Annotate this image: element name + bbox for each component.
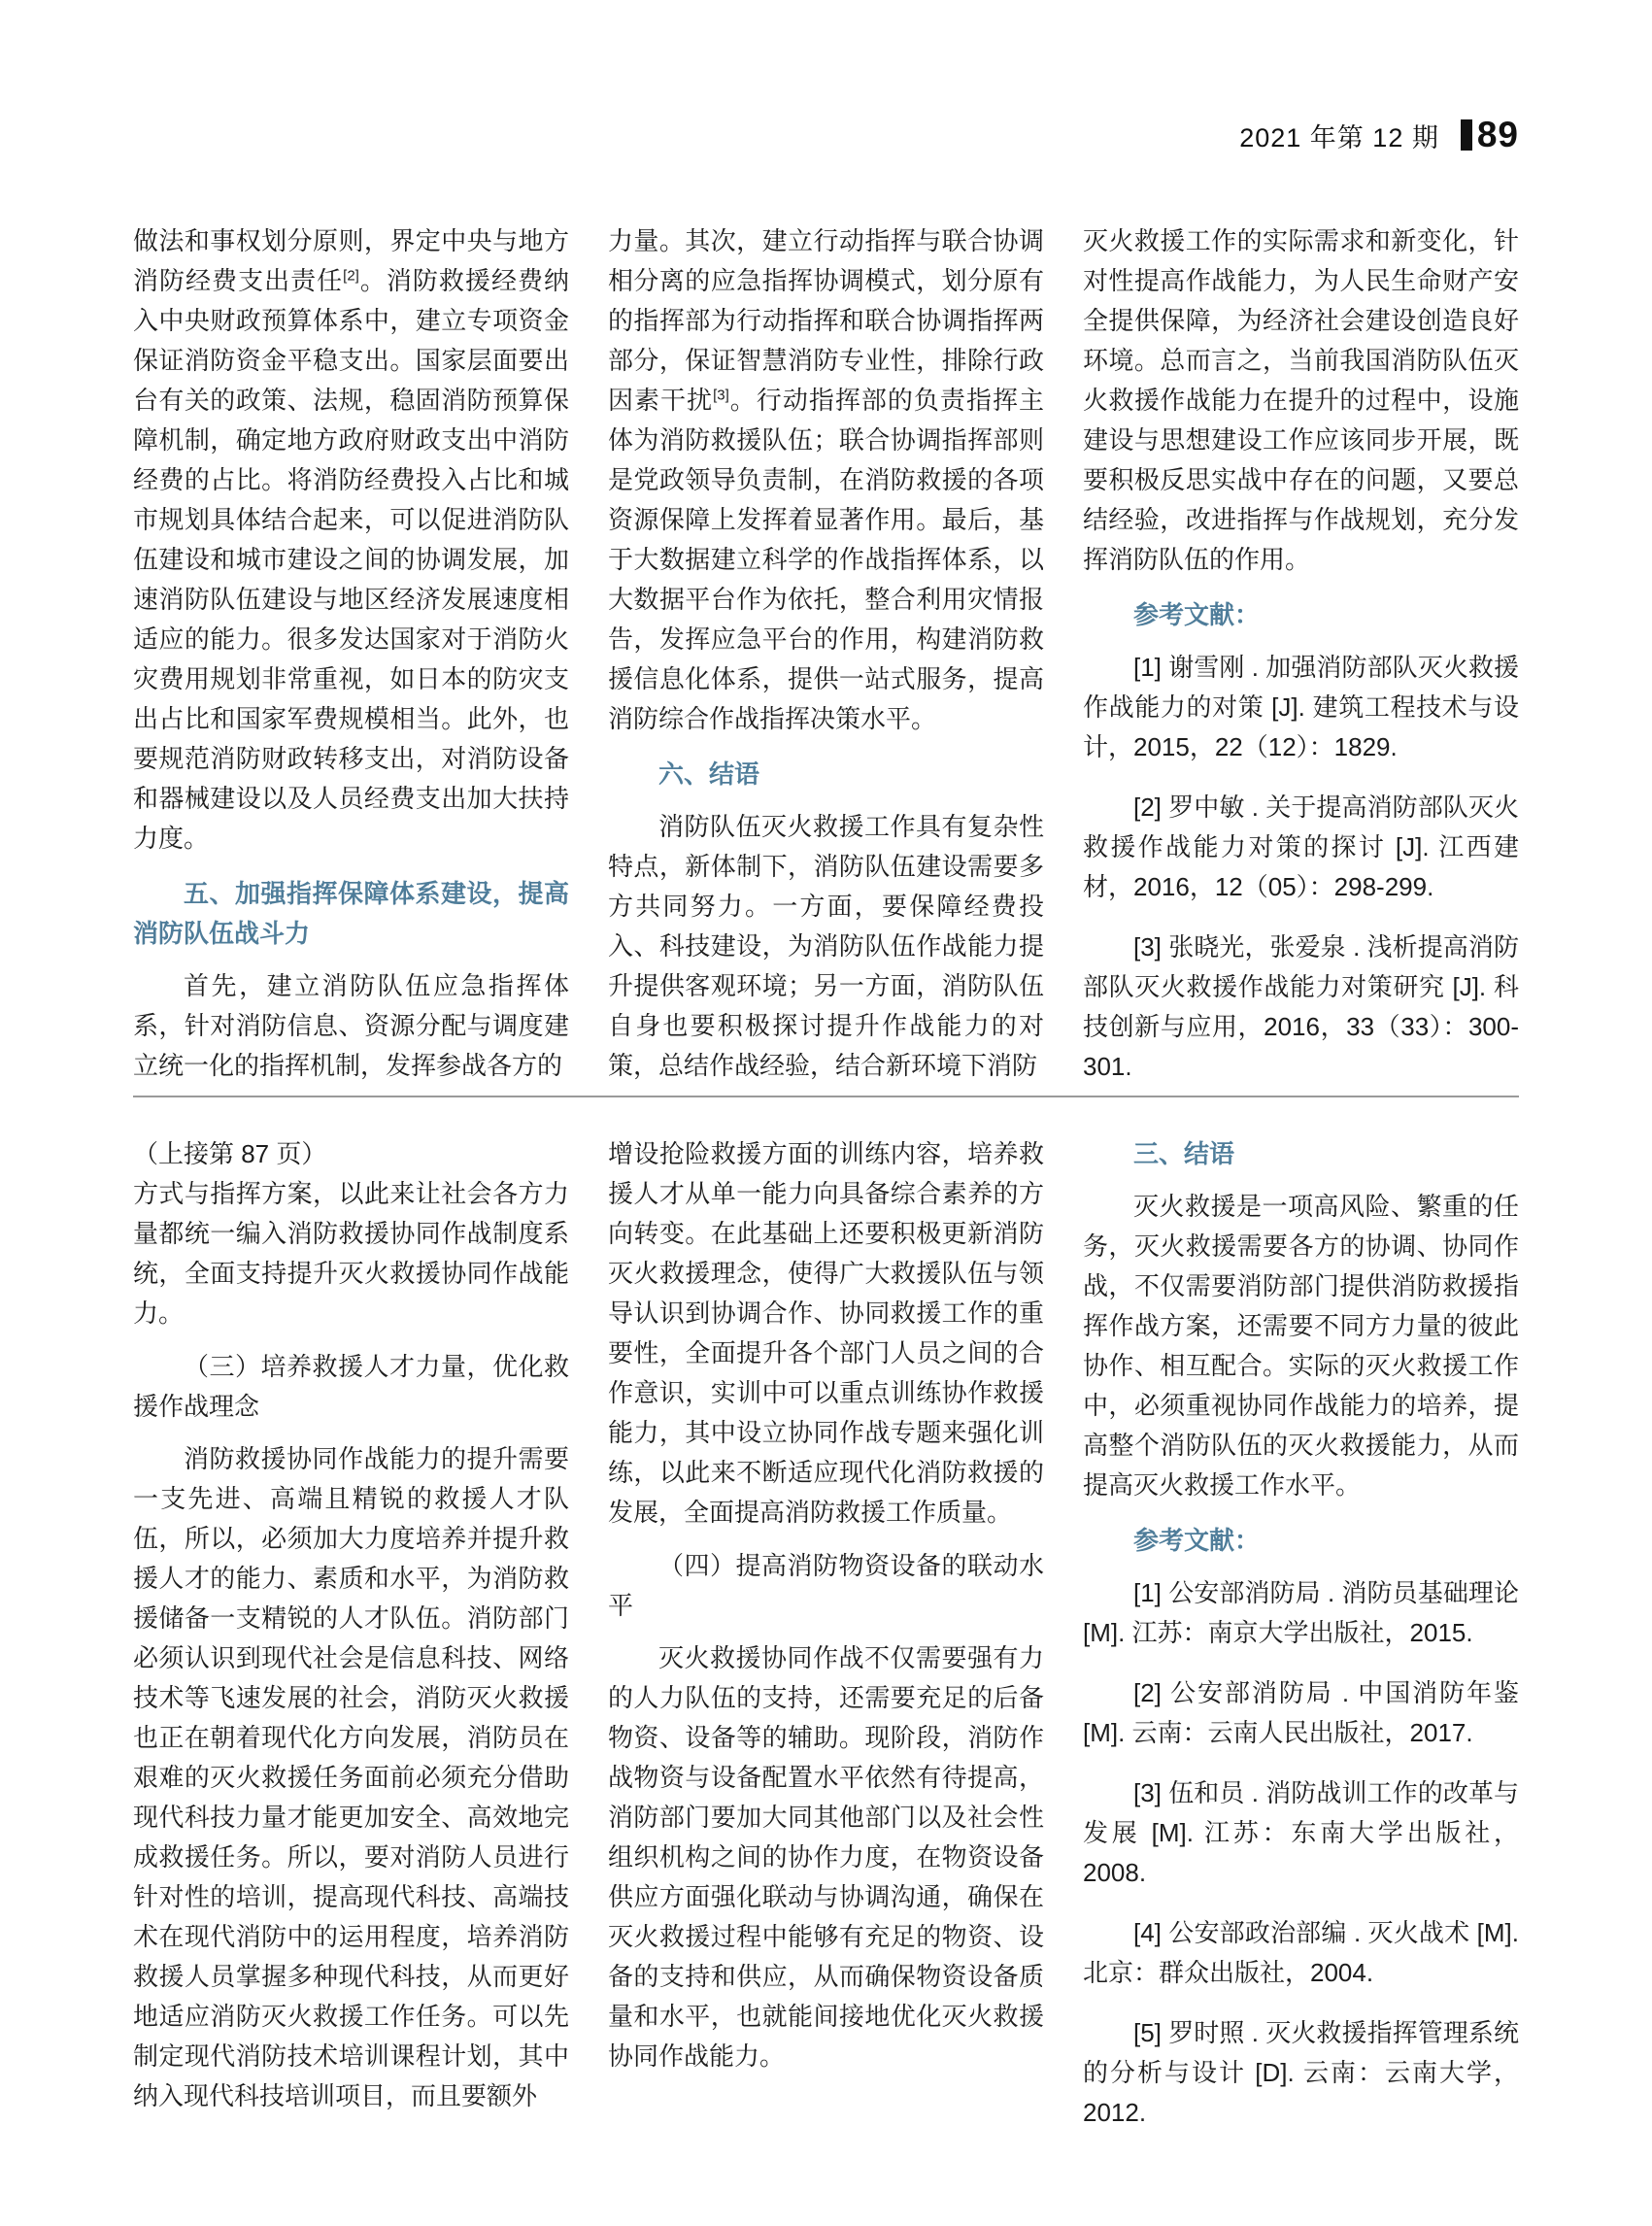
citation-superscript: [2]: [343, 267, 359, 285]
reference-item: [4] 公安部政治部编 . 灭火战术 [M]. 北京：群众出版社，2004.: [1083, 1918, 1519, 1987]
section-heading: 三、结语: [1133, 1139, 1235, 1168]
paragraph-text: 。行动指挥部的负责指挥主体为消防救援队伍；联合协调指挥部则是党政领导负责制，在消防救援的各项资源保障上发挥着显著作用。最后，基于大数据建立科学的作战指挥体系，以大数据平台作为依托，整合利用灾情报告，发挥应急平台的作用，构建消防救援信息化体系，提供一站式服务，提高消防综合作战指挥决策水平。: [608, 386, 1044, 733]
issue-label: 2021 年第 12 期: [1239, 122, 1439, 152]
reference-item: [5] 罗时照 . 灭火救援指挥管理系统的分析与设计 [D]. 云南：云南大学，2012.: [1083, 2018, 1519, 2127]
reference-item: [2] 公安部消防局 . 中国消防年鉴 [M]. 云南：云南人民出版社，2017.: [1083, 1678, 1519, 1747]
section-heading: 五、加强指挥保障体系建设，提高消防队伍战斗力: [133, 879, 569, 948]
bottom-column-3: [1083, 1134, 1519, 2153]
page-number-bar-icon: [1461, 119, 1472, 151]
paragraph-text: 做法和事权划分原则，界定中央与地方消防经费支出责任: [133, 226, 569, 295]
references-heading: 参考文献：: [1133, 1526, 1261, 1555]
continued-from-note: （上接第 87 页）: [133, 1139, 327, 1168]
top-column-2: [608, 221, 1044, 1107]
paragraph-text: 力量。其次，建立行动指挥与联合协调相分离的应急指挥协调模式，划分原有的指挥部为行动指挥和联合协调指挥两部分，保证智慧消防专业性，排除行政因素干扰: [608, 226, 1044, 415]
sub-heading: （三）培养救援人才力量，优化救援作战理念: [133, 1352, 569, 1421]
paragraph-text: 。消防救援经费纳入中央财政预算体系中，建立专项资金保证消防资金平稳支出。国家层面要出台有关的政策、法规，稳固消防预算保障机制，确定地方政府财政支出中消防经费的占比。将消防经费投入占比和城市规划具体结合起来，可以促进消防队伍建设和城市建设之间的协调发展，加速消防队伍建设与地区经济发展速度相适应的能力。很多发达国家对于消防火灾费用规划非常重视，如日本的防灾支出占比和国家军费规模相当。此外，也要规范消防财政转移支出，对消防设备和器械建设以及人员经费支出加大扶持力度。: [133, 266, 569, 853]
top-section: [133, 221, 1519, 1107]
paragraph: 首先，建立消防队伍应急指挥体系，针对消防信息、资源分配与调度建立统一化的指挥机制，发挥参战各方的: [133, 971, 569, 1080]
reference-item: [1] 谢雪刚 . 加强消防部队灭火救援作战能力的对策 [J]. 建筑工程技术与设计，2015，22（12）：1829.: [1083, 653, 1519, 761]
paragraph: [608, 221, 1044, 739]
paragraph: 灭火救援工作的实际需求和新变化，针对性提高作战能力，为人民生命财产安全提供保障，为经济社会建设创造良好环境。总而言之，当前我国消防队伍灭火救援作战能力在提升的过程中，设施建设与思想建设工作应该同步开展，既要积极反思实战中存在的问题，又要总结经验，改进指挥与作战规划，充分发挥消防队伍的作用。: [1083, 226, 1519, 574]
bottom-column-2: [608, 1134, 1044, 2153]
page-header: [1239, 115, 1519, 155]
paragraph: 灭火救援是一项高风险、繁重的任务，灭火救援需要各方的协调、协同作战，不仅需要消防部门提供消防救援指挥作战方案，还需要不同方力量的彼此协作、相互配合。实际的灭火救援工作中，必须重视协同作战能力的培养，提高整个消防队伍的灭火救援能力，从而提高灭火救援工作水平。: [1083, 1192, 1519, 1500]
reference-item: [3] 伍和员 . 消防战训工作的改革与发展 [M]. 江苏：东南大学出版社，2008.: [1083, 1778, 1519, 1887]
paragraph: 消防队伍灭火救援工作具有复杂性特点，新体制下，消防队伍建设需要多方共同努力。一方面，要保障经费投入、科技建设，为消防队伍作战能力提升提供客观环境；另一方面，消防队伍自身也要积极探讨提升作战能力的对策，总结作战经验，结合新环境下消防: [608, 812, 1044, 1080]
paragraph: 消防救援协同作战能力的提升需要一支先进、高端且精锐的救援人才队伍，所以，必须加大力度培养并提升救援人才的能力、素质和水平，为消防救援储备一支精锐的人才队伍。消防部门必须认识到现代社会是信息科技、网络技术等飞速发展的社会，消防灭火救援也正在朝着现代化方向发展，消防员在艰难的灭火救援任务面前必须充分借助现代科技力量才能更加安全、高效地完成救援任务。所以，要对消防人员进行针对性的培训，提高现代科技、高端技术在现代消防中的运用程度，培养消防救援人员掌握多种现代科技，从而更好地适应消防灭火救援工作任务。可以先制定现代消防技术培训课程计划，其中纳入现代科技培训项目，而且要额外: [133, 1444, 569, 2110]
paragraph: 灭火救援协同作战不仅需要强有力的人力队伍的支持，还需要充足的后备物资、设备等的辅助。现阶段，消防作战物资与设备配置水平依然有待提高，消防部门要加大同其他部门以及社会性组织机构之间的协作力度，在物资设备供应方面强化联动与协调沟通，确保在灭火救援过程中能够有充足的物资、设备的支持和供应，从而确保物资设备质量和水平，也就能间接地优化灭火救援协同作战能力。: [608, 1643, 1044, 2071]
paragraph: 方式与指挥方案，以此来让社会各方力量都统一编入消防救援协同作战制度系统，全面支持提升灭火救援协同作战能力。: [133, 1179, 569, 1328]
bottom-column-1: [133, 1134, 569, 2153]
reference-item: [3] 张晓光，张爱泉 . 浅析提高消防部队灭火救援作战能力对策研究 [J]. 科技创新与应用，2016，33（33）：300-301.: [1083, 932, 1519, 1081]
section-divider: [133, 1096, 1519, 1097]
paragraph: 增设抢险救援方面的训练内容，培养救援人才从单一能力向具备综合素养的方向转变。在此基础上还要积极更新消防灭火救援理念，使得广大救援队伍与领导认识到协调合作、协同救援工作的重要性，全面提升各个部门人员之间的合作意识，实训中可以重点训练协作救援能力，其中设立协同作战专题来强化训练，以此来不断适应现代化消防救援的发展，全面提高消防救援工作质量。: [608, 1139, 1044, 1527]
reference-item: [1] 公安部消防局 . 消防员基础理论 [M]. 江苏：南京大学出版社，2015.: [1083, 1578, 1519, 1647]
sub-heading: （四）提高消防物资设备的联动水平: [608, 1551, 1044, 1620]
bottom-section: [133, 1134, 1519, 2153]
citation-superscript: [3]: [713, 387, 729, 404]
top-column-3: [1083, 221, 1519, 1107]
references-heading: 参考文献：: [1133, 600, 1261, 629]
section-heading: 六、结语: [658, 759, 760, 789]
page-number: 89: [1476, 115, 1519, 154]
reference-item: [2] 罗中敏 . 关于提高消防部队灭火救援作战能力对策的探讨 [J]. 江西建材，2016，12（05）：298-299.: [1083, 793, 1519, 901]
top-column-1: [133, 221, 569, 1107]
paragraph: [133, 221, 569, 859]
